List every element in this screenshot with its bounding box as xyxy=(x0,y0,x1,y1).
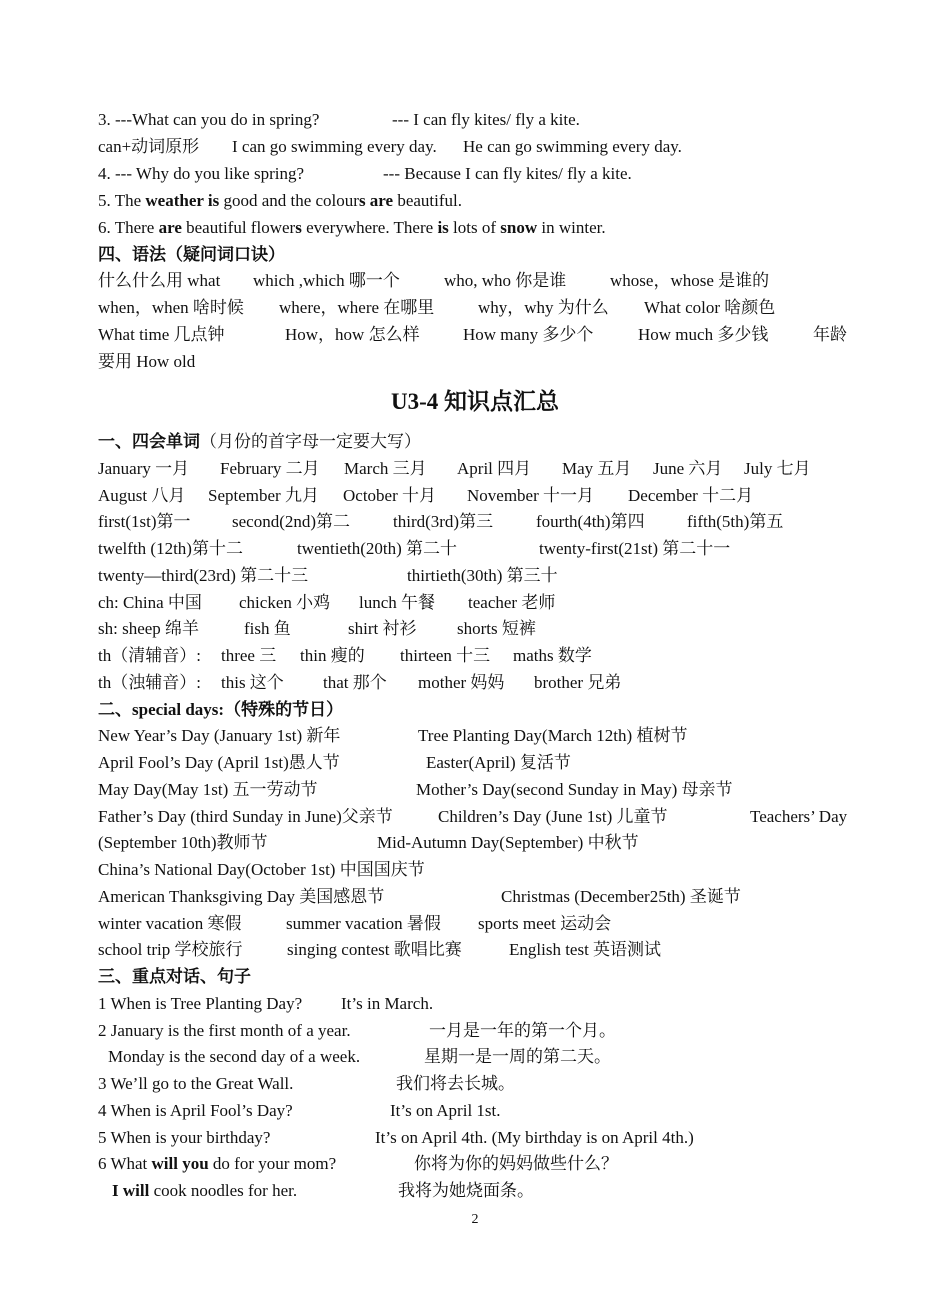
text-segment: teacher 老师 xyxy=(468,592,556,612)
text-segment: It’s on April 1st. xyxy=(390,1100,501,1120)
text-segment: 4. --- Why do you like spring? xyxy=(98,163,305,183)
text-segment: 3 We’ll go to the Great Wall. xyxy=(98,1074,294,1093)
text-segment: mother 妈妈 xyxy=(418,672,505,692)
text-run: good and the colour xyxy=(219,190,359,210)
bold-text: I will xyxy=(112,1181,150,1200)
text-segment: January 一月 xyxy=(98,458,190,478)
text-segment: thirteen 十三 xyxy=(400,646,491,665)
text-segment: 2 January is the first month of a year. xyxy=(98,1020,351,1040)
text-segment: thin 瘦的 xyxy=(300,646,365,665)
text-segment: ch: China 中国 xyxy=(98,592,202,612)
text-segment: shorts 短裤 xyxy=(457,619,536,639)
text-segment: twenty—third(23rd) 第二十三 xyxy=(98,565,309,585)
text-segment: Mid-Autumn Day(September) 中秋节 xyxy=(377,833,639,853)
text-segment: Christmas (December25th) 圣诞节 xyxy=(501,886,741,906)
text-run: everywhere. There xyxy=(301,217,438,237)
text-segment: why，why 为什么 xyxy=(478,298,609,318)
bold-text: s are xyxy=(358,190,394,210)
text-segment: 三、重点对话、句子 xyxy=(98,967,251,986)
text-segment: June 六月 xyxy=(653,458,723,478)
text-segment: second(2nd)第二 xyxy=(232,512,351,532)
line-text xyxy=(98,188,462,214)
text-segment: November 十一月 xyxy=(467,485,595,505)
text-segment: fifth(5th)第五 xyxy=(687,512,784,532)
text-segment: July 七月 xyxy=(744,458,811,478)
text-segment: October 十月 xyxy=(343,485,437,505)
text-segment: --- Because I can fly kites/ fly a kite. xyxy=(383,163,632,183)
text-segment: three 三 xyxy=(221,646,277,665)
bold-text: will you xyxy=(151,1154,209,1174)
text-run: 5. The xyxy=(98,190,146,210)
bold-text: 一、四会单词 xyxy=(98,432,200,451)
text-run: in winter. xyxy=(537,217,606,237)
text-segment: April 四月 xyxy=(457,458,532,478)
text-segment: 4 When is April Fool’s Day? xyxy=(98,1100,293,1120)
text-segment: sh: sheep 绵羊 xyxy=(98,619,200,639)
text-segment: China’s National Day(October 1st) 中国国庆节 xyxy=(98,860,425,879)
text-segment: 星期一是一周的第二天。 xyxy=(424,1047,611,1067)
text-run: do for your mom? xyxy=(208,1154,337,1174)
text-segment: English test 英语测试 xyxy=(509,940,662,960)
text-segment: 我们将去长城。 xyxy=(396,1074,515,1093)
text-segment: Monday is the second day of a week. xyxy=(108,1047,361,1067)
text-segment: twelfth (12th)第十二 xyxy=(98,539,243,558)
bold-text: s xyxy=(295,217,302,237)
text-segment: fourth(4th)第四 xyxy=(536,512,645,532)
text-segment: What time 几点钟 xyxy=(98,325,225,345)
text-run: 6 What xyxy=(98,1154,152,1174)
text-segment: He can go swimming every day. xyxy=(463,136,682,156)
text-segment: 我将为她烧面条。 xyxy=(398,1181,534,1200)
text-segment: Tree Planting Day(March 12th) 植树节 xyxy=(418,726,688,746)
text-segment: 1 When is Tree Planting Day? xyxy=(98,993,303,1013)
text-segment: sports meet 运动会 xyxy=(478,913,612,933)
text-segment: 四、语法（疑问词口诀） xyxy=(98,244,285,264)
text-segment: th（清辅音）: xyxy=(98,646,201,665)
line-text xyxy=(98,215,606,241)
line-text xyxy=(98,429,421,455)
bold-text: snow xyxy=(500,217,538,237)
text-run: （月份的首字母一定要大写） xyxy=(200,432,421,451)
text-segment: when，when 啥时候 xyxy=(98,298,244,318)
text-run: 6. There xyxy=(98,217,159,237)
text-segment: twenty-first(21st) 第二十一 xyxy=(539,539,731,558)
text-segment: 3. ---What can you do in spring? xyxy=(98,110,320,129)
text-segment: April Fool’s Day (April 1st)愚人节 xyxy=(98,753,340,772)
text-segment: How，how 怎么样 xyxy=(285,325,420,345)
text-segment: 5 When is your birthday? xyxy=(98,1127,271,1147)
text-segment: Mother’s Day(second Sunday in May) 母亲节 xyxy=(416,779,733,799)
text-segment: maths 数学 xyxy=(513,646,592,665)
text-segment: Father’s Day (third Sunday in June)父亲节 xyxy=(98,806,393,826)
text-segment: which ,which 哪一个 xyxy=(253,271,400,291)
text-segment: 什么什么用 what xyxy=(98,271,221,291)
text-segment: (September 10th)教师节 xyxy=(98,833,268,853)
text-segment: fish 鱼 xyxy=(244,619,291,639)
text-segment: --- I can fly kites/ fly a kite. xyxy=(392,110,580,129)
text-segment: summer vacation 暑假 xyxy=(286,913,441,933)
text-segment: can+动词原形 xyxy=(98,136,200,156)
text-segment: third(3rd)第三 xyxy=(393,512,494,532)
text-segment: It’s in March. xyxy=(341,993,434,1013)
text-run: lots of xyxy=(448,217,501,237)
text-segment xyxy=(98,1151,336,1177)
bold-text: weather is xyxy=(145,190,220,210)
text-segment: August 八月 xyxy=(98,485,186,505)
text-segment: singing contest 歌唱比赛 xyxy=(287,940,462,960)
text-segment: winter vacation 寒假 xyxy=(98,913,242,933)
bold-text: are xyxy=(158,217,182,237)
text-segment: 一月是一年的第一个月。 xyxy=(429,1020,616,1040)
page-number: 2 xyxy=(471,1212,479,1227)
text-segment xyxy=(112,1178,297,1204)
text-segment: 年龄 xyxy=(813,325,847,345)
text-segment: September 九月 xyxy=(208,485,319,505)
text-run: cook noodles for her. xyxy=(149,1181,298,1200)
text-segment: shirt 衬衫 xyxy=(348,619,417,639)
text-segment: March 三月 xyxy=(344,458,427,478)
text-segment: brother 兄弟 xyxy=(534,672,622,692)
section-title: U3-4 知识点汇总 xyxy=(390,389,560,414)
text-segment: this 这个 xyxy=(221,672,284,692)
text-segment: where，where 在哪里 xyxy=(279,298,435,318)
text-segment: Easter(April) 复活节 xyxy=(426,753,571,772)
text-segment: twentieth(20th) 第二十 xyxy=(297,539,458,558)
text-segment: th（浊辅音）: xyxy=(98,672,201,692)
text-segment: who, who 你是谁 xyxy=(444,271,567,291)
text-segment: lunch 午餐 xyxy=(359,592,436,612)
text-segment: How much 多少钱 xyxy=(638,325,769,345)
text-segment: American Thanksgiving Day 美国感恩节 xyxy=(98,886,385,906)
bold-text: is xyxy=(437,217,449,237)
text-segment: Teachers’ Day xyxy=(750,806,848,826)
text-segment: that 那个 xyxy=(323,672,387,692)
text-segment: thirtieth(30th) 第三十 xyxy=(407,565,558,585)
text-run: beautiful flower xyxy=(181,217,296,237)
text-segment: February 二月 xyxy=(220,458,320,478)
text-segment: 要用 How old xyxy=(98,352,196,372)
text-segment: December 十二月 xyxy=(628,485,754,505)
text-run: beautiful. xyxy=(393,190,463,210)
text-segment: 二、special days:（特殊的节日） xyxy=(98,699,344,719)
text-segment: I can go swimming every day. xyxy=(232,136,437,156)
text-segment: 你将为你的妈妈做些什么？ xyxy=(414,1154,618,1174)
text-segment: What color 啥颜色 xyxy=(644,298,776,318)
text-segment: Children’s Day (June 1st) 儿童节 xyxy=(438,806,668,826)
text-segment: How many 多少个 xyxy=(463,325,594,345)
text-segment: whose，whose 是谁的 xyxy=(610,271,770,291)
text-segment: chicken 小鸡 xyxy=(239,592,331,612)
text-segment: May 五月 xyxy=(562,458,632,478)
text-segment: first(1st)第一 xyxy=(98,512,191,532)
text-segment: school trip 学校旅行 xyxy=(98,940,243,960)
text-segment: New Year’s Day (January 1st) 新年 xyxy=(98,726,341,746)
text-segment: May Day(May 1st) 五一劳动节 xyxy=(98,779,318,799)
text-segment: It’s on April 4th. (My birthday is on April 4th.) xyxy=(375,1127,694,1147)
